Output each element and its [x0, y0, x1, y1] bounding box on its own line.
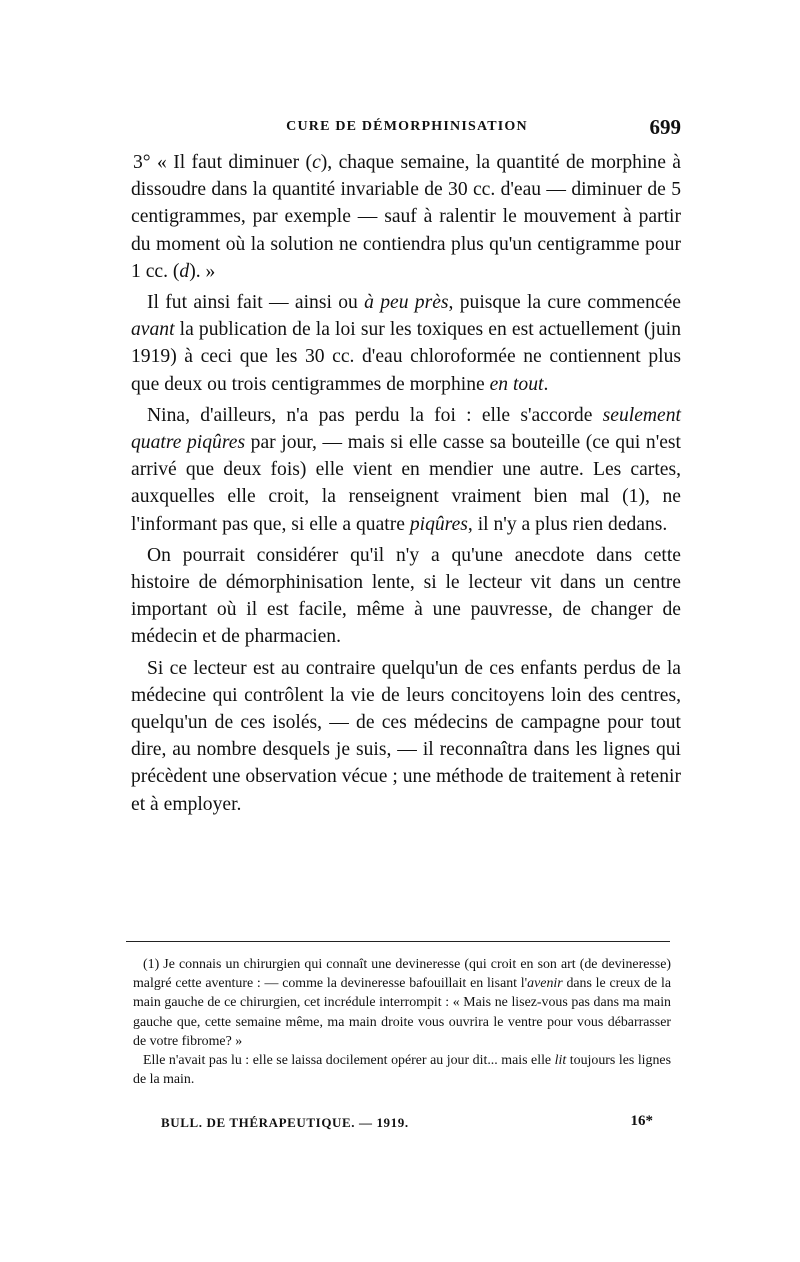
running-head [133, 115, 681, 141]
text-run: toujours les lignes de la main. [133, 1053, 672, 1088]
running-title: CURE DE DÉMORPHINISATION [286, 119, 528, 134]
italic-run: lit [554, 1053, 567, 1069]
footnotes [133, 955, 671, 1089]
text-run: , il n'y a plus rien dedans. [467, 513, 668, 535]
text-run: Il fut ainsi fait — ainsi ou [147, 292, 365, 314]
text-run: 3° « Il faut diminuer ( [133, 152, 313, 173]
text-run: la publication de la loi sur les toxiques en est actuellement (juin 1919) à ceci que les 30 cc. d'eau chloroformée ne contiennent plus que deux ou trois centigrammes de morphine [131, 319, 681, 395]
text-run: (1) Je connais un chirurgien qui connaît une devineresse (qui croit en son art (de devineresse) malgré cette aventure : — comme la devineresse bafouillait en lisant l' [133, 957, 671, 992]
italic-run: avant [131, 319, 175, 341]
italic-run: c [312, 152, 321, 173]
text-run: . [543, 373, 549, 395]
footnote-rule [126, 941, 670, 942]
text-run: par jour, — mais si elle casse sa bouteille (ce qui n'est arrivé que deux fois) elle vient en mendier une autre. Les cartes, auxquelles elle croit, la renseignent vraiment bien mal (1), ne l'informant pas que, si elle a quatre [131, 432, 681, 535]
text-run: , puisque la cure commencée [448, 292, 681, 314]
text-run: Nina, d'ailleurs, n'a pas perdu la foi : elle s'accorde [147, 404, 603, 426]
paragraph-anecdote: On pourrait considérer qu'il n'y a qu'une anecdote dans cette histoire de démorphinisation lente, si le lecteur vit dans un centre important où il est facile, même à une pauvresse, de changer de médecin et de pharmacien. [131, 544, 681, 648]
italic-run: seulement quatre piqûres [131, 404, 681, 454]
paragraph-cure-progress [131, 289, 681, 398]
paragraph-country-doctors: Si ce lecteur est au contraire quelqu'un de ces enfants perdus de la médecine qui contrôlent la vie de leurs concitoyens loin des centres, quelqu'un de ces isolés, — de ces médecins de campagne pour tout dire, au nombre desquels je suis, — il reconnaîtra dans les lignes qui précèdent une observation vécue ; une méthode de traitement à retenir et à employer. [131, 657, 681, 815]
italic-run: en tout [489, 373, 544, 395]
italic-run: piqûres [409, 513, 468, 535]
footnote-1 [133, 955, 671, 1051]
signature-mark: 16* [630, 1113, 653, 1129]
italic-run: à peu près [364, 292, 449, 314]
text-run: ), chaque semaine, la quantité de morphine à dissoudre dans la quantité invariable de 30 cc. d'eau — diminuer de 5 centigrammes, par exemple — sauf à ralentir le mouvement à partir du moment où la solution ne contiendra plus qu'un centigramme pour 1 cc. ( [131, 152, 682, 282]
text-run: ). » [189, 260, 216, 282]
italic-run: d [179, 260, 190, 282]
body-text [131, 149, 681, 822]
journal-source: BULL. DE THÉRAPEUTIQUE. — 1919. [161, 1115, 409, 1130]
page-footer [133, 1113, 653, 1133]
paragraph-quoted-instruction [131, 149, 681, 285]
page-number: 699 [649, 115, 681, 139]
text-run: dans le creux de la main gauche de ce chirurgien, cet incrédule interrompit : « Mais ne lisez-vous pas dans ma main gauche que, cette semaine même, ma main droite vous ouvrira le ventre pour vous débarrasser de votre fibrome? » [133, 976, 671, 1049]
text-run: Elle n'avait pas lu : elle se laissa docilement opérer au jour dit... mais elle [143, 1053, 555, 1069]
paragraph-nina [131, 402, 681, 538]
italic-run: avenir [527, 976, 563, 992]
footnote-1-continuation [133, 1051, 671, 1089]
